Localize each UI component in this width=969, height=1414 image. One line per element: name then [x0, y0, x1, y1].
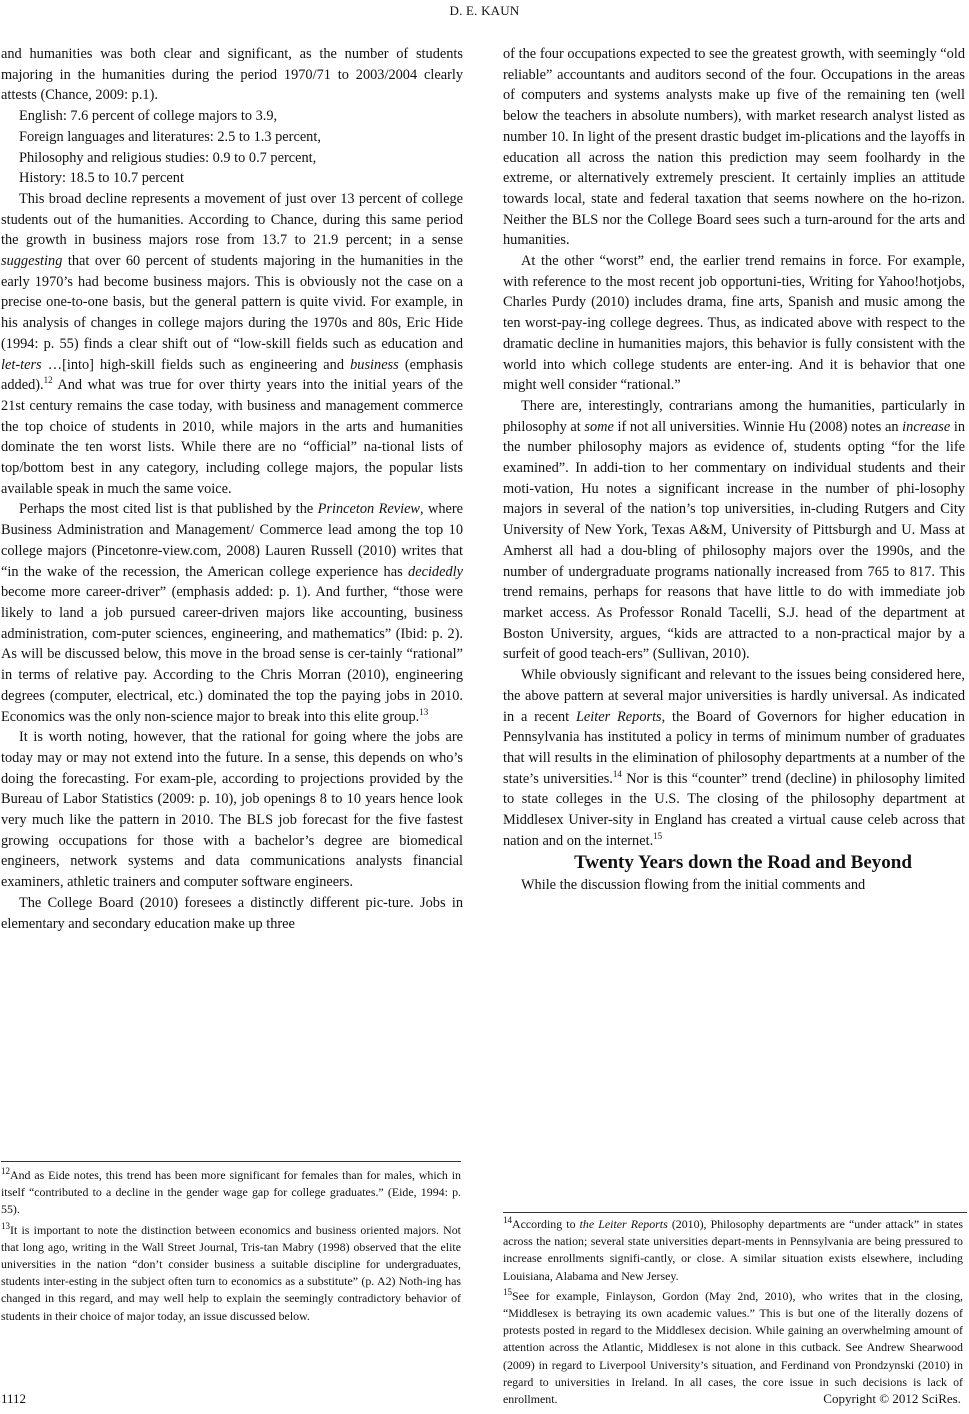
paragraph: The College Board (2010) foresees a distinctly different pic-ture. Jobs in elementary and secondary education make up three [1, 894, 463, 932]
footnote-ref[interactable]: 15 [653, 830, 663, 841]
footnote-divider [1, 1161, 461, 1162]
emphasis: Leiter Reports [575, 708, 662, 725]
emphasis: decidedly [408, 563, 463, 580]
paragraph: and humanities was both clear and significant, as the number of students majoring in the humanities during the period 1970/71 to 2003/2004 clearly attests (Chance, 2009: p.1). [1, 46, 463, 104]
list-item: English: 7.6 percent of college majors to 3.9, [19, 108, 278, 125]
footnotes-left [1, 1167, 461, 1328]
paragraph: This broad decline represents a movement of just over 13 percent of college students out of the humanities. According to Chance, during this same period the growth in business majors rose from 13.7 to 21.9 percent; in a sense suggesting that over 60 percent of students majoring in the humanities in the early 1970’s had become business majors. This is obviously not the case on a precise one-to-one basis, but the general pattern is quite vivid. For example, in his analysis of changes in college majors during the 1970s and 80s, Eric Hide (1994: p. 55) finds a clear shift out of “low-skill fields such as education and let-ters …[into] high-skill fields such as engineering and business (emphasis added).$^{12}$ And what was true for over thirty years into the initial years of the 21st century remains the case today, with business and management commerce the top choice of students in 2010, while majors in the arts and humanities dominate the ten worst lists. While there are no “official” na-tional lists of top/bottom best in any category, including college majors, the popular lists available speak in much the same voice. [1, 190, 463, 497]
paragraph: While the discussion flowing from the initial comments and [521, 877, 866, 894]
section-heading: Twenty Years down the Road and Beyond [574, 852, 912, 874]
page-number: 1112 [1, 1391, 27, 1406]
left-column [1, 44, 463, 934]
footnotes-right [503, 1216, 963, 1411]
paragraph: Perhaps the most cited list is that published by the Princeton Review, where Business Administration and Management/ Commerce lead among the top 10 college majors (Pincetonre-view.com, 2008) Lauren Russell (2010) writes that “in the wake of the recession, the American college experience has decidedly become more career-driver” (emphasis added: p. 1). And further, “those were likely to land a job pursued career-driven majors like accounting, business administration, com-puter sciences, engineering, and mathematics” (Ibid: p. 2). As will be discussed below, this move in the broad sense is cer-tainly “rational” in terms of relative pay. According to the Chris Morran (2010), engineering degrees (computer, electrical, etc.) dominated the top the paying jobs in 2010. Economics was the only non-science major to break into this elite group.$^{13}$ [1, 501, 464, 725]
right-column [503, 44, 965, 896]
emphasis: let-ters [1, 356, 42, 373]
list-item: History: 18.5 to 10.7 percent [19, 170, 184, 187]
paragraph: While obviously significant and relevant to the issues being considered here, the above pattern at several major universities is hardly universal. As indicated in a recent Leiter Reports, the Board of Governors for higher education in Pennsylvania has instituted a policy in terms of minimum number of graduates that will results in the elimination of philosophy departments at a number of the state’s universities.$^{14}$ Nor is this “counter” trend (decline) in philosophy limited to state colleges in the U.S. The closing of the philosophy department at Middlesex Univer-sity in England has created a virtual cause celeb across that nation and on the internet.$^{15}$ [503, 667, 966, 849]
footnote-ref[interactable]: 13 [419, 706, 429, 717]
paragraph: At the other “worst” end, the earlier trend remains in force. For example, with reference to the most recent job opportuni-ties, Writing for Yahoo!hotjobs, Charles Purdy (2010) includes drama, fine arts, Spanish and music among the ten worst-pay-ing college degrees. Thus, as indicated above with respect to the dramatic decline in humanities majors, this behavior is fully consistent with the world into which college students are enter-ing. And it is behavior that one might well consider “rational.” [503, 253, 965, 394]
footnote-13: $^{13}$It is important to note the distinction between economics and business oriented majors. Not that long ago, writing in the Wall Street Journal, Tris-tan Mabry (1998) observed that the elite universities in the nation “don’t consider business a suitable discipline for undergraduates, students inter-esting in the subject often turn to economics as a substitute” (p. A2) Noth-ing has changed in this regard, and may well help to explain the seemingly contradictory behavior of students in their choice of major today, an issue discussed below. [1, 1220, 461, 1323]
footnote-ref[interactable]: 14 [612, 768, 622, 779]
emphasis: increase [902, 418, 951, 435]
paragraph: of the four occupations expected to see the greatest growth, with seemingly “old reliable” accountants and auditors second of the four. Occupations in the areas of computers and systems analysts make up five of the remaining ten (well below the teachers in absolute numbers), with market research analyst listed as number 10. In light of the present drastic budget im-plications and the layoffs in education all across the nation this prediction may seem foolhardy in the extreme, or alternatively extremely prescient. It certainly implies an attitude towards local, state and federal taxation that seems nowhere on the ho-rizon. Neither the BLS nor the College Board sees such a turn-around for the arts and humanities. [503, 46, 965, 249]
running-header: D. E. KAUN [449, 3, 520, 18]
footnote-ref[interactable]: 12 [43, 375, 53, 386]
emphasis: suggesting [1, 253, 63, 270]
paragraph: It is worth noting, however, that the rational for going where the jobs are today may or may not extend into the future. In a sense, this depends on who’s doing the forecasting. For exam-ple, according to projections provided by the Bureau of Labor Statistics (2009: p. 10), job openings 8 to 10 years hence look very much like the pattern in 2010. The BLS job forecast for the five fastest growing occupations for those with a bachelor’s degree are biomedical engineers, network systems and data communications analysts financial examiners, athletic trainers and computer software engineers. [1, 729, 463, 891]
list-item: Philosophy and religious studies: 0.9 to 0.7 percent, [19, 149, 317, 166]
copyright-notice: Copyright © 2012 SciRes. [823, 1391, 961, 1406]
emphasis: business [350, 356, 399, 373]
paragraph: There are, interestingly, contrarians among the humanities, particularly in philosophy at some if not all universities. Winnie Hu (2008) notes an increase in the number philosophy majors as evidence of, students opting “for the life examined”. In addi-tion to her commentary on individual students and their moti-vation, Hu notes a significant increase in the number of phi-losophy majors in several of the nation’s top universities, in-cluding Rutgers and City University of New York, Texas A&M, University of Pittsburgh and U. Mass at Amherst all had a dou-bling of philosophy majors over the 1990s, and the number of undergraduate programs nationally increased from 765 to 817. This trend remains, perhaps for reasons that have little to do with immediate job market access. As Professor Ronald Tacelli, S.J. head of the department at Boston University, argues, “kids are attracted to a non-practical major by a surfeit of good teach-ers” (Sullivan, 2010). [503, 397, 965, 663]
emphasis: Princeton Review [317, 501, 421, 518]
footnote-12: $^{12}$And as Eide notes, this trend has been more significant for females than for males, which in itself “contributed to a decline in the gender wage gap for college graduates.” (Eide, 1994: p. 55). [1, 1166, 461, 1217]
emphasis: some [584, 418, 614, 435]
footnote-divider [503, 1212, 967, 1213]
footnote-15: $^{15}$See for example, Finlayson, Gordon (May 2nd, 2010), who writes that in the closing, “Middlesex is betraying its own academic values.” This is but one of the literally dozens of protests posted in regard to the Middlesex decision. While gaining an overwhelming amount of attention across the Atlantic, Middlesex is not alone in this cutback. See Andrew Shearwood (2009) in regard to Liverpool University’s situation, and Ferdinand von Prondzynski (2010) in regard to universities in Ireland. In all cases, the core issue in such decisions is lack of enrollment. [503, 1286, 963, 1407]
footnote-14: $^{14}$According to the Leiter Reports (2010), Philosophy departments are “under attack” in states across the nation; several state universities depart-ments in Pennsylvania are being pressured to increase enrollments signifi-cantly, or close. A similar situation exists elsewhere, including Louisiana, Alabama and New Jersey. [503, 1215, 963, 1283]
list-item: Foreign languages and literatures: 2.5 to 1.3 percent, [19, 128, 321, 145]
